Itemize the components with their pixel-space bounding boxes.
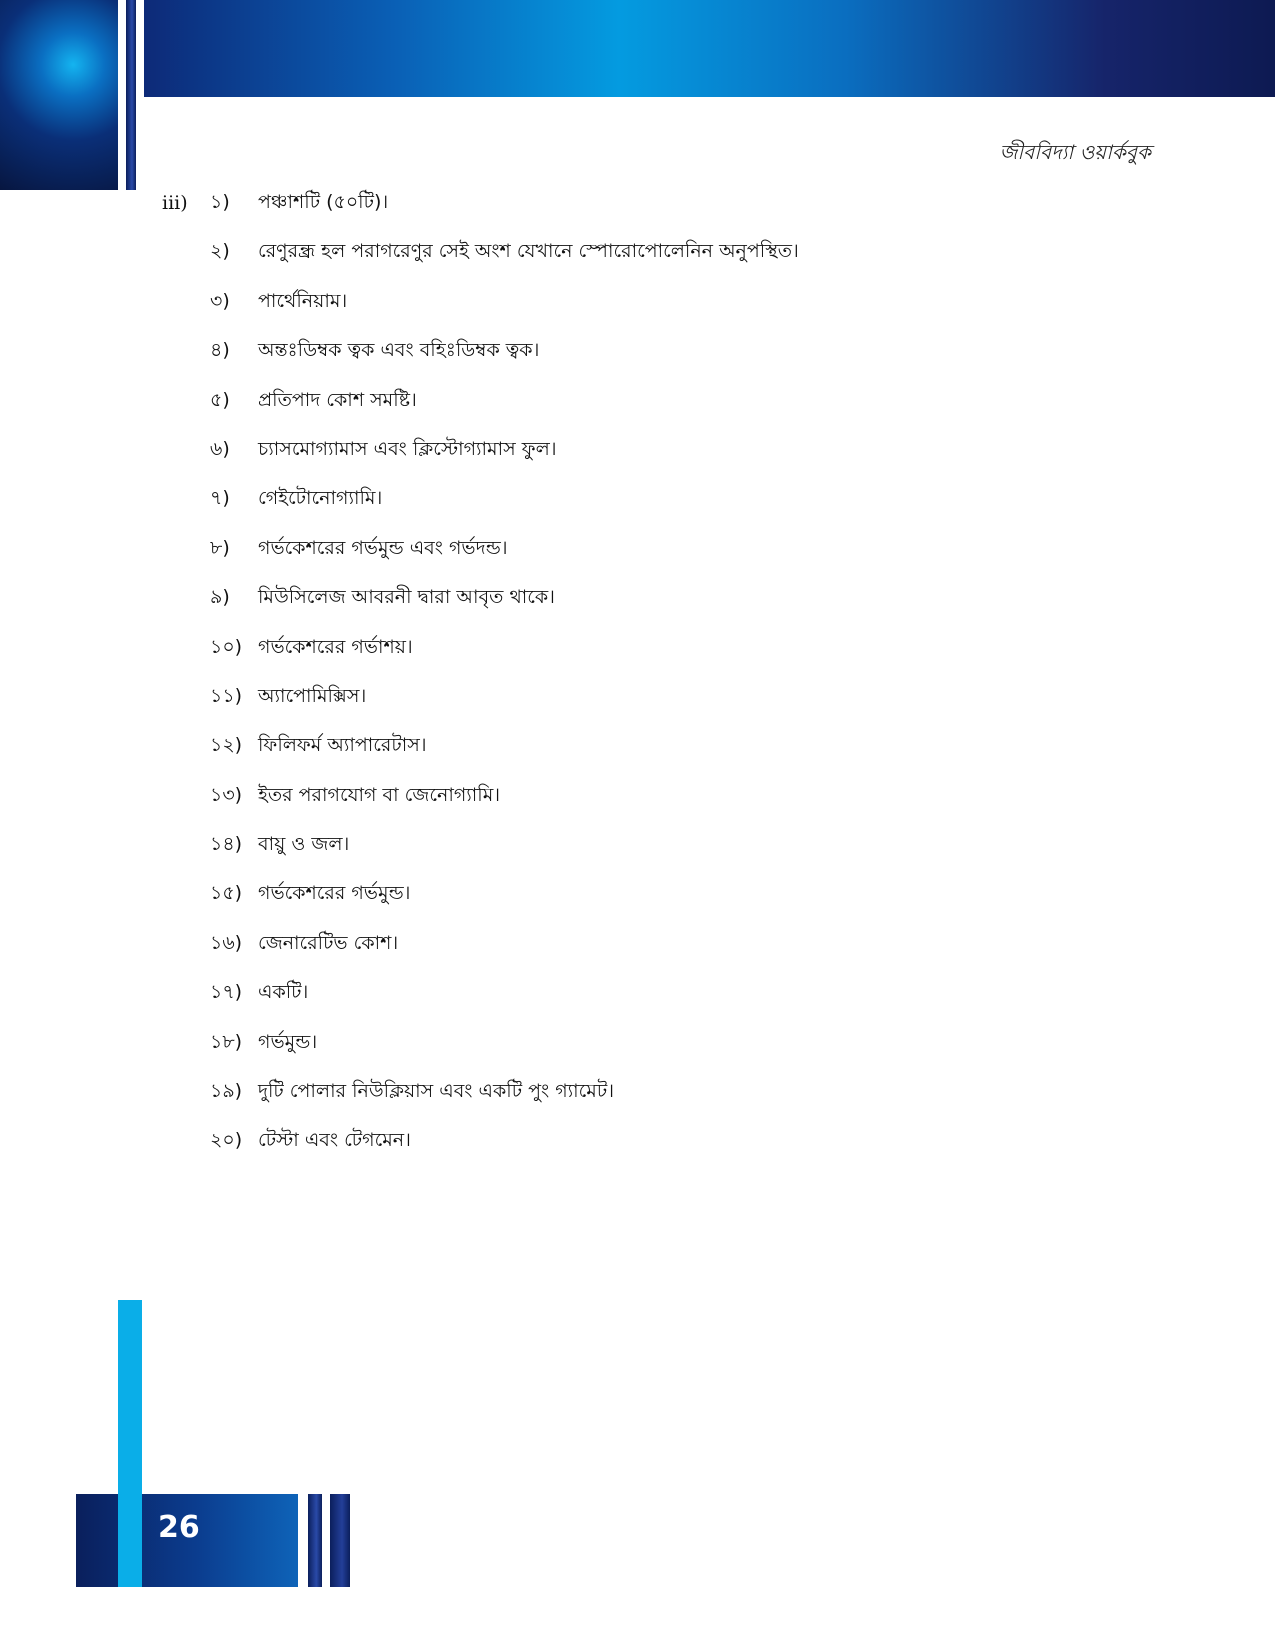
answer-item (210, 386, 1122, 435)
answer-item (210, 484, 1122, 533)
header-stripe (126, 0, 136, 190)
answer-text: দুটি পোলার নিউক্লিয়াস এবং একটি পুং গ্যামেট। (258, 1080, 614, 1103)
answer-number: ৯) (210, 586, 230, 609)
answer-number: ১০) (210, 635, 243, 658)
section-marker: iii) (162, 192, 188, 214)
answer-item (210, 336, 1122, 385)
answer-number: ১৯) (210, 1080, 243, 1103)
header-corner-graphic (0, 0, 118, 190)
answer-list (162, 188, 1122, 1176)
answer-item (210, 731, 1122, 780)
footer-stripe (298, 1494, 308, 1587)
answer-text: একটি। (258, 981, 309, 1004)
answer-number: ১৪) (210, 833, 243, 856)
answer-item (210, 1028, 1122, 1077)
answer-text: জেনারেটিভ কোশ। (258, 931, 399, 954)
answer-item (210, 287, 1122, 336)
answer-item (210, 435, 1122, 484)
answer-number: ৭) (210, 487, 230, 510)
answer-item (210, 633, 1122, 682)
footer-stripe (330, 1494, 350, 1587)
answer-item (210, 534, 1122, 583)
answer-section (162, 188, 1122, 1176)
answer-item (210, 583, 1122, 632)
answer-text: গর্ভকেশরের গর্ভমুন্ড এবং গর্ভদন্ড। (258, 536, 508, 559)
header-band (144, 0, 1275, 97)
answer-text: টেস্টা এবং টেগমেন। (258, 1129, 411, 1152)
footer-accent-bar (118, 1300, 142, 1587)
answer-number: ৬) (210, 437, 230, 460)
answer-text: পঞ্চাশটি (৫০টি)। (258, 191, 389, 213)
answer-number: ১৩) (210, 783, 243, 806)
answer-number: ১৮) (210, 1030, 243, 1053)
answer-number: ২০) (210, 1129, 243, 1152)
answer-text: গেইটোনোগ্যামি। (258, 487, 383, 510)
footer-stripe (308, 1494, 322, 1587)
answer-number: ২) (210, 240, 230, 263)
answer-text: গর্ভকেশরের গর্ভমুন্ড। (258, 882, 411, 905)
answer-item (210, 237, 1122, 286)
answer-number: ১২) (210, 734, 243, 757)
answer-text: প্রতিপাদ কোশ সমষ্টি। (258, 388, 417, 411)
answer-number: ৫) (210, 388, 230, 411)
page-number: 26 (158, 1510, 200, 1545)
answer-text: মিউসিলেজ আবরনী দ্বারা আবৃত থাকে। (258, 586, 555, 609)
answer-number: ৮) (210, 536, 230, 559)
answer-text: অ্যাপোমিক্সিস। (258, 684, 367, 707)
answer-item (210, 879, 1122, 928)
answer-item (210, 830, 1122, 879)
footer-stripe (322, 1494, 330, 1587)
answer-item (210, 1077, 1122, 1126)
answer-item (210, 188, 1122, 237)
answer-text: পার্থেনিয়াম। (258, 289, 348, 312)
answer-number: ৪) (210, 339, 230, 362)
answer-number: ১৭) (210, 981, 243, 1004)
answer-number: ১১) (210, 684, 243, 707)
answer-item (210, 682, 1122, 731)
header-stripe (118, 0, 126, 190)
running-title: জীববিদ্যা ওয়ার্কবুক (999, 140, 1151, 164)
answer-number: ১৬) (210, 931, 243, 954)
answer-text: বায়ু ও জল। (258, 833, 350, 856)
answer-text: চ্যাসমোগ্যামাস এবং ক্লিস্টোগ্যামাস ফুল। (258, 437, 557, 460)
answer-number: ১৫) (210, 882, 243, 905)
answer-text: রেণুরন্ধ্র হল পরাগরেণুর সেই অংশ যেখানে স্পোরোপোলেনিন অনুপস্থিত। (258, 240, 799, 263)
answer-text: ইতর পরাগযোগ বা জেনোগ্যামি। (258, 783, 501, 806)
answer-item (210, 929, 1122, 978)
answer-item (210, 781, 1122, 830)
answer-number: ১) (210, 191, 230, 213)
answer-item (210, 1126, 1122, 1175)
answer-item (210, 978, 1122, 1027)
answer-number: ৩) (210, 289, 230, 312)
answer-text: গর্ভমুন্ড। (258, 1030, 318, 1053)
answer-text: ফিলিফর্ম অ্যাপারেটাস। (258, 734, 427, 757)
header-stripe (136, 0, 144, 190)
answer-text: গর্ভকেশরের গর্ভাশয়। (258, 635, 413, 658)
answer-text: অন্তঃডিম্বক ত্বক এবং বহিঃডিম্বক ত্বক। (258, 339, 540, 362)
